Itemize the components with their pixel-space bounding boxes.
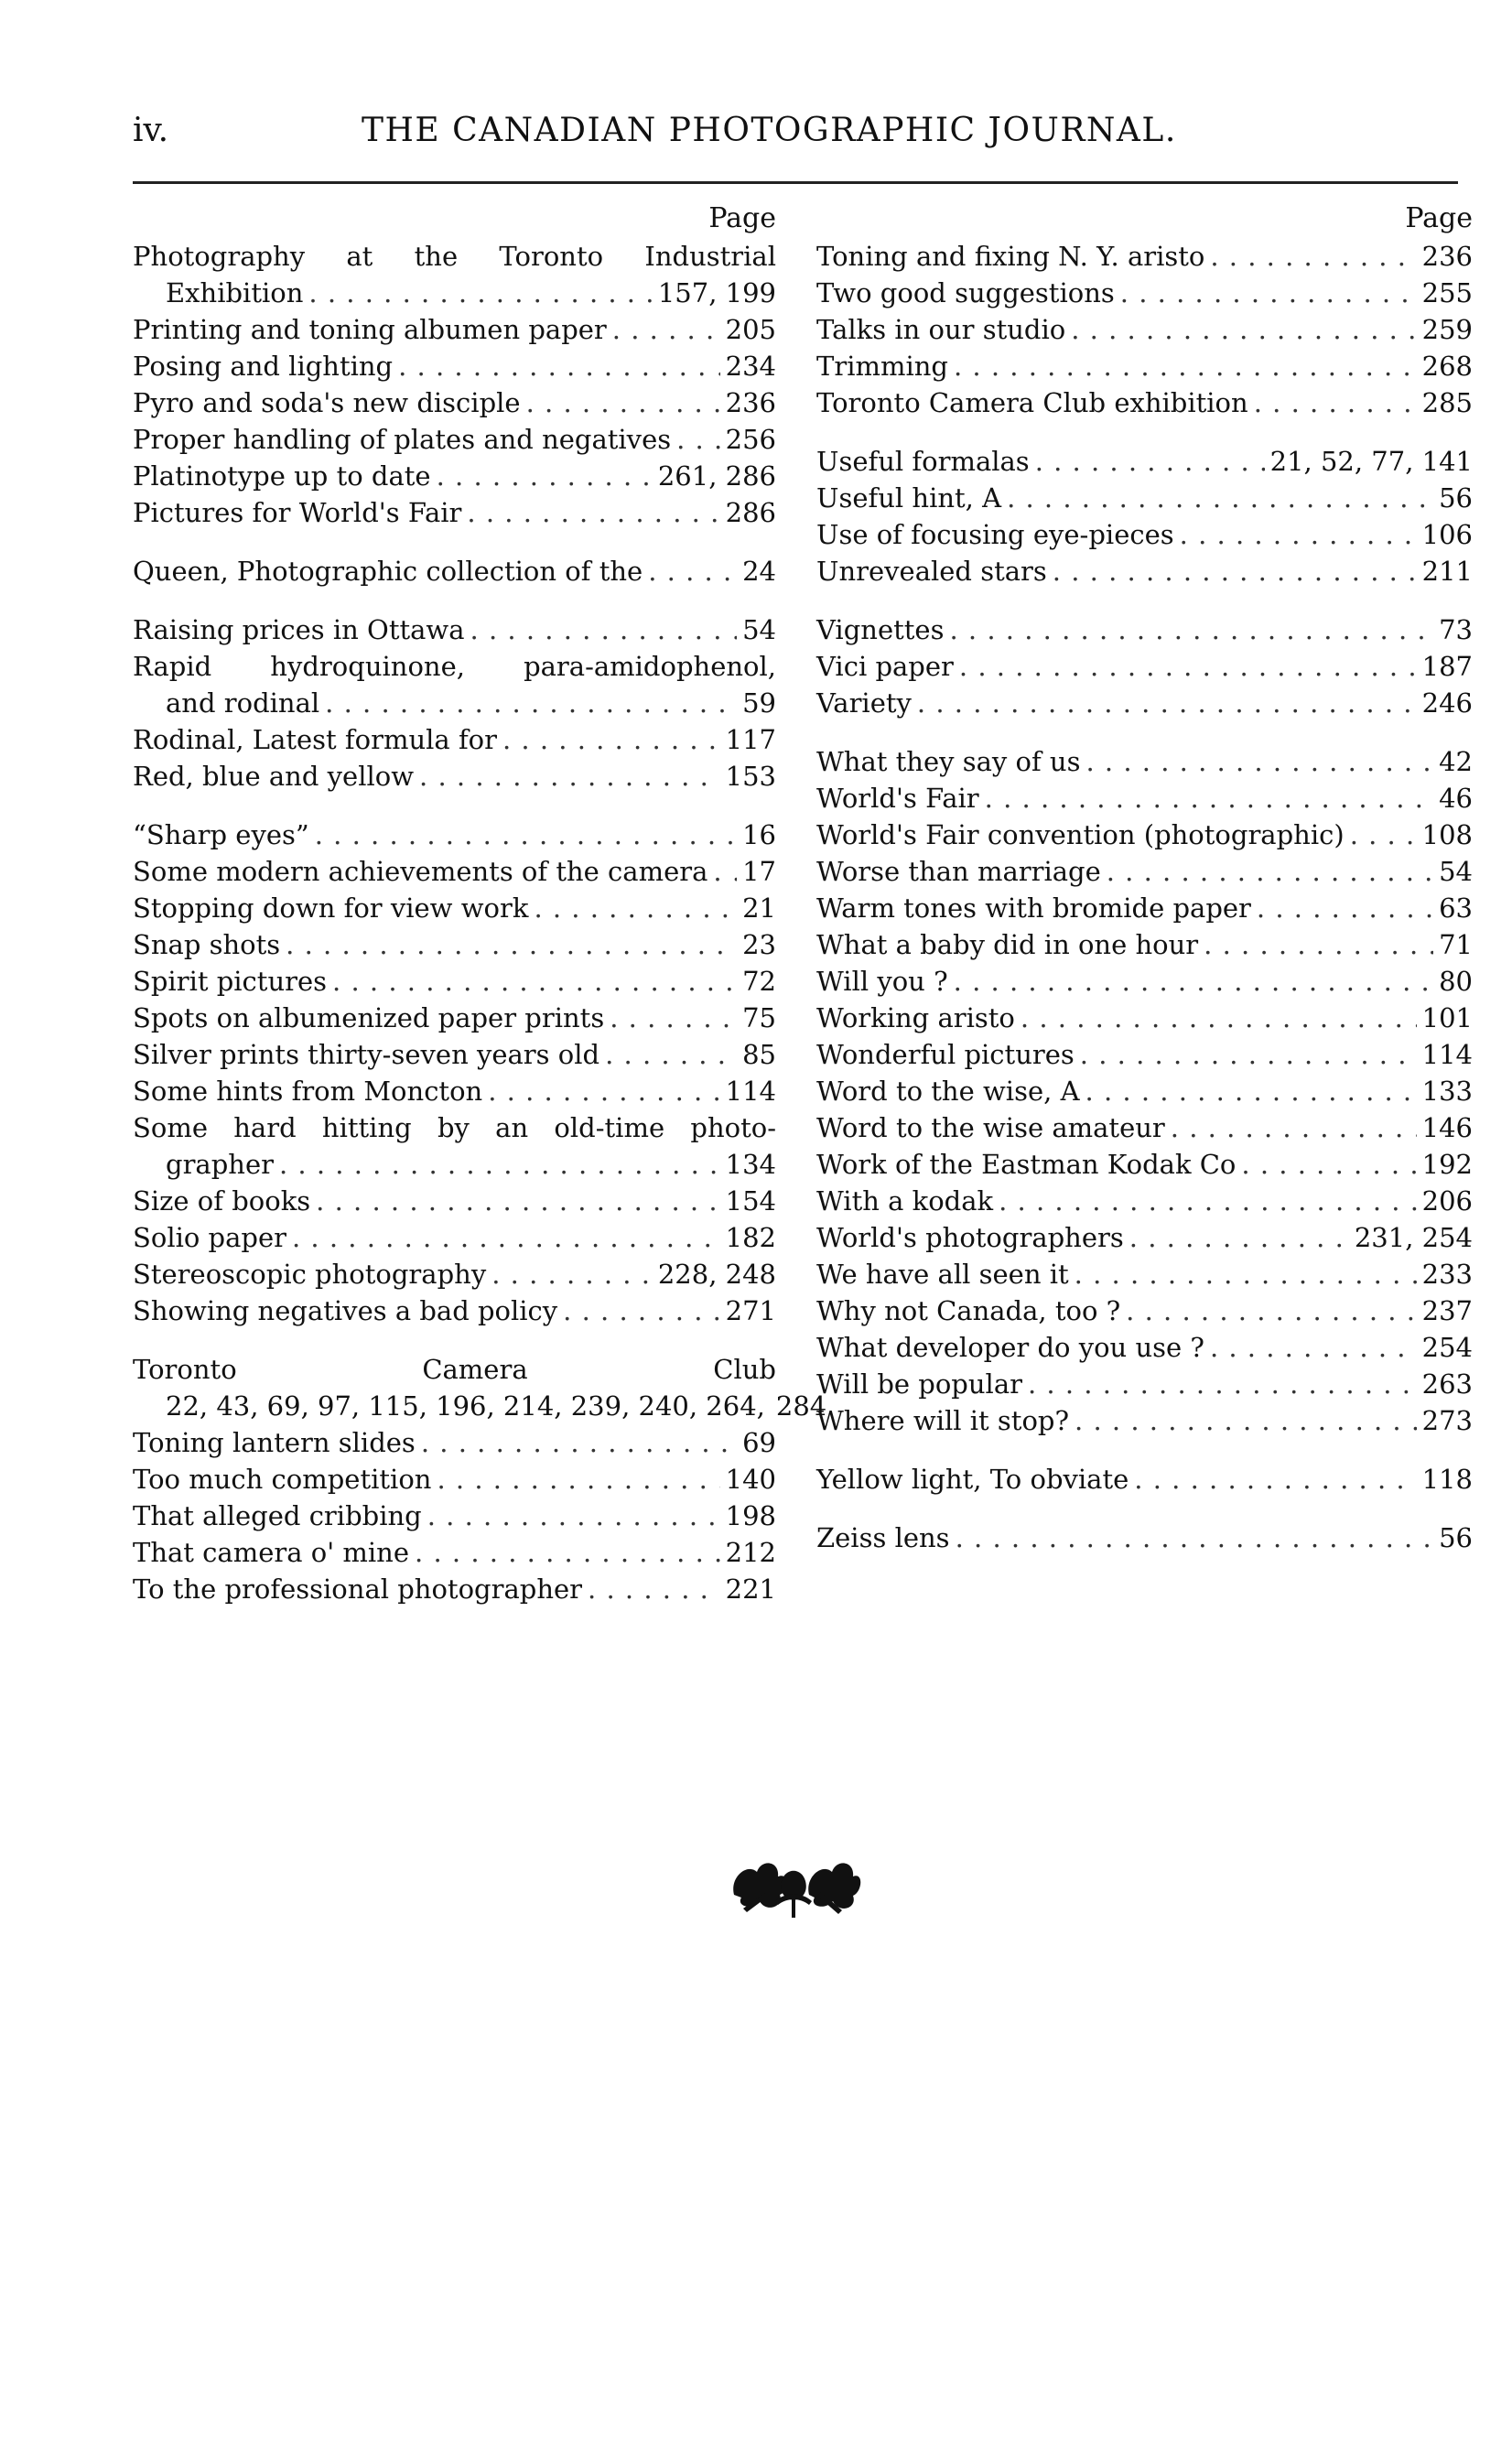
index-entry [816, 780, 1473, 817]
index-entry-pages: 17 [742, 856, 776, 887]
dot-leader [713, 853, 737, 890]
index-entry-title: Spots on albumenized paper prints [133, 1002, 605, 1033]
dot-leader [437, 458, 653, 494]
index-entry-title: Showing negatives a bad policy [133, 1295, 558, 1326]
index-entry [816, 1292, 1473, 1329]
index-entry-pages: 273 [1421, 1405, 1473, 1436]
dot-leader [954, 963, 1433, 1000]
index-entry-title: and rodinal [166, 687, 320, 719]
index-entry [133, 1036, 776, 1073]
index-entry-pages: 146 [1421, 1112, 1473, 1143]
index-entry-title: Useful formalas [816, 446, 1030, 477]
dot-leader [1053, 553, 1417, 589]
dot-leader [308, 275, 652, 311]
index-entry-first-line: Some hard hitting by an old-time photo- [133, 1112, 776, 1143]
section-gap [816, 421, 1473, 443]
dot-leader [332, 963, 737, 1000]
dot-leader [315, 817, 737, 853]
index-entry-pages: 187 [1421, 651, 1473, 682]
index-entry-pages: 118 [1421, 1464, 1473, 1495]
dot-leader [421, 1424, 737, 1461]
section-gap [816, 1498, 1473, 1520]
dot-leader [1075, 1402, 1417, 1439]
index-entry-pages: 154 [725, 1185, 776, 1217]
index-entry-title: Too much competition [133, 1464, 432, 1495]
index-entry-title: World's photographers [816, 1222, 1124, 1253]
index-entry [133, 1183, 776, 1219]
dot-leader [427, 1498, 720, 1534]
index-entry-title: Posing and lighting [133, 351, 394, 382]
header-rule [133, 181, 1458, 184]
index-entry-first-line: Toronto Camera Club [133, 1354, 776, 1385]
dot-leader [1080, 1036, 1417, 1073]
index-entry [816, 1146, 1473, 1183]
index-entry-pages: 259 [1421, 314, 1473, 345]
index-entry-title: Toning and fixing N. Y. aristo [816, 241, 1205, 272]
index-entry-pages: 114 [725, 1076, 776, 1107]
dot-leader [1007, 480, 1433, 516]
index-entry-title: We have all seen it [816, 1259, 1069, 1290]
index-entry-title: Zeiss lens [816, 1522, 950, 1553]
dot-leader [491, 1256, 653, 1292]
index-entry-title: Red, blue and yellow [133, 761, 415, 792]
dot-leader [999, 1183, 1417, 1219]
index-entry-pages: 71 [1439, 929, 1473, 960]
index-entry-first-line: Rapid hydroquinone, para-amidophenol, [133, 651, 776, 682]
index-entry [816, 1109, 1473, 1146]
dot-leader [1241, 1146, 1416, 1183]
index-entry-pages: 263 [1421, 1368, 1473, 1400]
index-entry-pages: 205 [725, 314, 776, 345]
index-entry-pages: 85 [742, 1039, 776, 1070]
index-entry [816, 853, 1473, 890]
index-entry-pages: 228, 248 [657, 1259, 776, 1290]
index-entry [133, 1292, 776, 1329]
dot-leader [588, 1571, 720, 1607]
index-entry-pages: 237 [1421, 1295, 1473, 1326]
index-entry-title: Raising prices in Ottawa [133, 614, 465, 645]
index-entry-pages: 254 [1421, 1332, 1473, 1363]
index-entry [133, 721, 776, 758]
leaf-ornament-icon [725, 1844, 862, 1923]
index-entry-title: Exhibition [166, 277, 304, 308]
dot-leader [1204, 926, 1433, 963]
dot-leader [1134, 1461, 1416, 1498]
index-entry-title: Some hints from Moncton [133, 1076, 483, 1107]
index-entry-title: “Sharp eyes” [133, 819, 309, 850]
index-entry-pages: 198 [725, 1500, 776, 1531]
index-entry-title: Pyro and soda's new disciple [133, 387, 521, 418]
index-entry [133, 1461, 776, 1498]
index-entry [816, 516, 1473, 553]
index-entry [133, 1498, 776, 1534]
index-entry [133, 1256, 776, 1292]
index-entry [133, 553, 776, 589]
dot-leader [1171, 1109, 1417, 1146]
index-entry-title: Will you ? [816, 966, 948, 997]
index-entry [816, 1366, 1473, 1402]
index-entry [816, 553, 1473, 589]
index-entry-pages: 236 [725, 387, 776, 418]
index-entry-pages: 73 [1439, 614, 1473, 645]
index-entry-pages: 206 [1421, 1185, 1473, 1217]
index-entry [816, 311, 1473, 348]
index-entry [133, 758, 776, 795]
index-entry-pages: 234 [725, 351, 776, 382]
index-entry [816, 384, 1473, 421]
section-gap [816, 1439, 1473, 1461]
index-entry-title: World's Fair convention (photographic) [816, 819, 1345, 850]
index-entry [133, 1000, 776, 1036]
index-entry [133, 1109, 776, 1183]
dot-leader [437, 1461, 719, 1498]
index-entry-pages: 54 [742, 614, 776, 645]
section-gap [133, 531, 776, 553]
dot-leader [959, 648, 1417, 685]
index-entry-title: Rodinal, Latest formula for [133, 724, 497, 755]
section-gap [133, 1329, 776, 1351]
index-entry-title: Two good suggestions [816, 277, 1115, 308]
index-entry-title: Unrevealed stars [816, 556, 1047, 587]
index-entry-title: Will be popular [816, 1368, 1022, 1400]
dot-leader [1126, 1292, 1416, 1329]
index-entry [133, 384, 776, 421]
index-entry-pages: 255 [1421, 277, 1473, 308]
dot-leader [1075, 1256, 1417, 1292]
dot-leader [286, 926, 737, 963]
index-entry-title: Where will it stop? [816, 1405, 1070, 1436]
index-entry-pages: 192 [1421, 1149, 1473, 1180]
index-entry [816, 275, 1473, 311]
index-entry [133, 890, 776, 926]
index-entry-title: Use of focusing eye-pieces [816, 519, 1174, 550]
index-entry [816, 1520, 1473, 1556]
index-entry-pages: 24 [742, 556, 776, 587]
index-entry-title: Talks in our studio [816, 314, 1066, 345]
index-entry-title: Spirit pictures [133, 966, 328, 997]
dot-leader [1028, 1366, 1417, 1402]
index-entry-pages: 231, 254 [1354, 1222, 1473, 1253]
index-entry-title: Work of the Eastman Kodak Co [816, 1149, 1237, 1180]
index-entry-pages: 117 [725, 724, 776, 755]
dot-leader [1350, 817, 1417, 853]
dot-leader [1120, 275, 1417, 311]
index-entry-title: Printing and toning albumen paper [133, 314, 607, 345]
index-entry-title: Word to the wise amateur [816, 1112, 1165, 1143]
index-entry-title: Worse than marriage [816, 856, 1101, 887]
dot-leader [467, 494, 719, 531]
index-entry-title: Some modern achievements of the camera [133, 856, 708, 887]
index-entry-title: To the professional photographer [133, 1574, 583, 1605]
index-entry-title: That camera o' mine [133, 1537, 410, 1568]
page-number: iv. [133, 112, 169, 149]
dot-leader [502, 721, 720, 758]
dot-leader [1086, 743, 1434, 780]
index-entry [816, 1256, 1473, 1292]
index-entry-pages: 140 [725, 1464, 776, 1495]
dot-leader [1129, 1219, 1349, 1256]
index-entry-pages: 101 [1421, 1002, 1473, 1033]
index-entry [816, 1073, 1473, 1109]
dot-leader [470, 611, 738, 648]
index-entry-pages: 54 [1439, 856, 1473, 887]
dot-leader [1071, 311, 1416, 348]
index-entry [133, 926, 776, 963]
dot-leader [949, 611, 1433, 648]
index-entry-title: Useful hint, A [816, 482, 1002, 514]
dot-leader [1180, 516, 1417, 553]
index-entry [133, 311, 776, 348]
index-entry [816, 1402, 1473, 1439]
dot-leader [610, 1000, 737, 1036]
section-gap [133, 795, 776, 817]
running-header [133, 103, 1458, 157]
index-entry-pages: 221 [725, 1574, 776, 1605]
dot-leader [398, 348, 720, 384]
index-entry [133, 1351, 827, 1424]
index-entry-title: 22, 43, 69, 97, 115, 196, 214, 239, 240, 264, [166, 1390, 765, 1422]
index-entry-pages: 21, 52, 77, 141 [1269, 446, 1473, 477]
index-entry-pages: 261, 286 [657, 460, 776, 492]
dot-leader [612, 311, 720, 348]
index-entry [133, 817, 776, 853]
index-entry [816, 238, 1473, 275]
index-entry [816, 963, 1473, 1000]
index-entry-pages: 246 [1421, 687, 1473, 719]
index-entry-title: Vici paper [816, 651, 954, 682]
index-entry-pages: 133 [1421, 1076, 1473, 1107]
index-entry [816, 685, 1473, 721]
index-entry-pages: 46 [1439, 783, 1473, 814]
index-entry [816, 1219, 1473, 1256]
section-gap [816, 721, 1473, 743]
index-entry [816, 648, 1473, 685]
index-entry-title: Stereoscopic photography [133, 1259, 487, 1290]
index-entry-pages: 21 [742, 892, 776, 924]
index-entry-title: Proper handling of plates and negatives [133, 424, 672, 455]
index-entry-title: Why not Canada, too ? [816, 1295, 1121, 1326]
section-gap [133, 589, 776, 611]
index-entry [133, 238, 776, 311]
dot-leader [415, 1534, 720, 1571]
index-entry [133, 1571, 776, 1607]
dot-leader [534, 890, 737, 926]
index-entry-pages: 211 [1421, 556, 1473, 587]
index-entry-title: Warm tones with bromide paper [816, 892, 1251, 924]
dot-leader [1107, 853, 1433, 890]
dot-leader [292, 1219, 720, 1256]
index-entry [816, 926, 1473, 963]
index-column-right [816, 200, 1473, 1556]
index-entry [816, 743, 1473, 780]
index-entry-title: World's Fair [816, 783, 979, 814]
index-entry-pages: 114 [1421, 1039, 1473, 1070]
dot-leader [1210, 238, 1416, 275]
index-entry-pages: 59 [742, 687, 776, 719]
index-entry-pages: 80 [1439, 966, 1473, 997]
index-entry-pages: 16 [742, 819, 776, 850]
index-entry-title: Size of books [133, 1185, 311, 1217]
index-entry-title: Working aristo [816, 1002, 1015, 1033]
index-entry-pages: 75 [742, 1002, 776, 1033]
dot-leader [1254, 384, 1417, 421]
index-entry [133, 494, 776, 531]
index-entry-pages: 153 [725, 761, 776, 792]
index-entry-title: Word to the wise, A [816, 1076, 1080, 1107]
page-column-label: Page [1405, 202, 1473, 234]
index-entry-pages: 106 [1421, 519, 1473, 550]
index-entry [816, 890, 1473, 926]
index-entry-pages: 134 [725, 1149, 776, 1180]
dot-leader [419, 758, 720, 795]
index-entry [133, 1219, 776, 1256]
journal-title: THE CANADIAN PHOTOGRAPHIC JOURNAL. [362, 112, 1177, 149]
index-entry [133, 1534, 776, 1571]
dot-leader [1210, 1329, 1417, 1366]
index-entry [816, 1000, 1473, 1036]
index-entry-title: Wonderful pictures [816, 1039, 1075, 1070]
index-entry [816, 348, 1473, 384]
index-entry-title: Trimming [816, 351, 948, 382]
index-entry-pages: 285 [1421, 387, 1473, 418]
dot-leader [1085, 1073, 1417, 1109]
index-entry [133, 648, 776, 721]
index-entry [133, 421, 776, 458]
index-entry-pages: 23 [742, 929, 776, 960]
index-entry-pages: 233 [1421, 1259, 1473, 1290]
index-entry [133, 853, 776, 890]
dot-leader [563, 1292, 719, 1329]
dot-leader [1021, 1000, 1417, 1036]
index-entry-title: What developer do you use ? [816, 1332, 1204, 1363]
index-entry-pages: 212 [725, 1537, 776, 1568]
index-entry [816, 480, 1473, 516]
index-entry-title: What they say of us [816, 746, 1081, 777]
index-entry [133, 348, 776, 384]
dot-leader [956, 1520, 1434, 1556]
index-entry-title: With a kodak [816, 1185, 994, 1217]
dot-leader [316, 1183, 719, 1219]
index-entry [816, 1183, 1473, 1219]
dot-leader [1257, 890, 1433, 926]
index-entry-title: Queen, Photographic collection of the [133, 556, 643, 587]
index-entry [816, 1036, 1473, 1073]
dot-leader [917, 685, 1417, 721]
index-entry-pages: 157, 199 [657, 277, 776, 308]
index-entry-pages: 69 [742, 1427, 776, 1458]
index-entry-first-line: Photography at the Toronto Industrial [133, 241, 776, 272]
dot-leader [985, 780, 1433, 817]
page-column-label: Page [708, 202, 776, 234]
index-entry-title: grapher [166, 1149, 274, 1180]
index-entry [133, 963, 776, 1000]
index-entry-pages: 56 [1439, 482, 1473, 514]
index-entry-pages: 256 [725, 424, 776, 455]
dot-leader [954, 348, 1417, 384]
index-entry-title: What a baby did in one hour [816, 929, 1199, 960]
index-entry [816, 817, 1473, 853]
index-entry-pages: 72 [742, 966, 776, 997]
index-entry-pages: 236 [1421, 241, 1473, 272]
index-entry-title: Solio paper [133, 1222, 286, 1253]
index-entry [816, 1329, 1473, 1366]
index-entry-title: Yellow light, To obviate [816, 1464, 1129, 1495]
index-entry-title: Variety [816, 687, 912, 719]
dot-leader [648, 553, 737, 589]
index-entry-title: Silver prints thirty-seven years old [133, 1039, 600, 1070]
index-entry-pages: 271 [725, 1295, 776, 1326]
index-entry [133, 1073, 776, 1109]
index-entry-pages: 42 [1439, 746, 1473, 777]
index-entry-pages: 284 [775, 1390, 827, 1422]
index-entry-pages: 286 [725, 497, 776, 528]
index-entry-title: That alleged cribbing [133, 1500, 422, 1531]
index-entry [816, 1461, 1473, 1498]
dot-leader [676, 421, 720, 458]
index-entry-title: Toning lantern slides [133, 1427, 416, 1458]
index-entry-pages: 56 [1439, 1522, 1473, 1553]
index-entry-title: Toronto Camera Club exhibition [816, 387, 1248, 418]
index-entry-title: Stopping down for view work [133, 892, 529, 924]
dot-leader [605, 1036, 737, 1073]
dot-leader [325, 685, 737, 721]
index-entry-pages: 108 [1421, 819, 1473, 850]
dot-leader [1035, 443, 1265, 480]
index-entry [816, 611, 1473, 648]
section-gap [816, 589, 1473, 611]
index-entry [133, 458, 776, 494]
index-entry [133, 1424, 776, 1461]
index-entry [133, 611, 776, 648]
index-entry-title: Vignettes [816, 614, 945, 645]
index-entry-title: Snap shots [133, 929, 281, 960]
index-entry-pages: 268 [1421, 351, 1473, 382]
dot-leader [526, 384, 720, 421]
index-entry-pages: 63 [1439, 892, 1473, 924]
index-entry [816, 443, 1473, 480]
index-entry-pages: 182 [725, 1222, 776, 1253]
index-entry-title: Platinotype up to date [133, 460, 431, 492]
dot-leader [488, 1073, 719, 1109]
index-column-left [133, 200, 827, 1607]
dot-leader [279, 1146, 720, 1183]
index-entry-title: Pictures for World's Fair [133, 497, 462, 528]
